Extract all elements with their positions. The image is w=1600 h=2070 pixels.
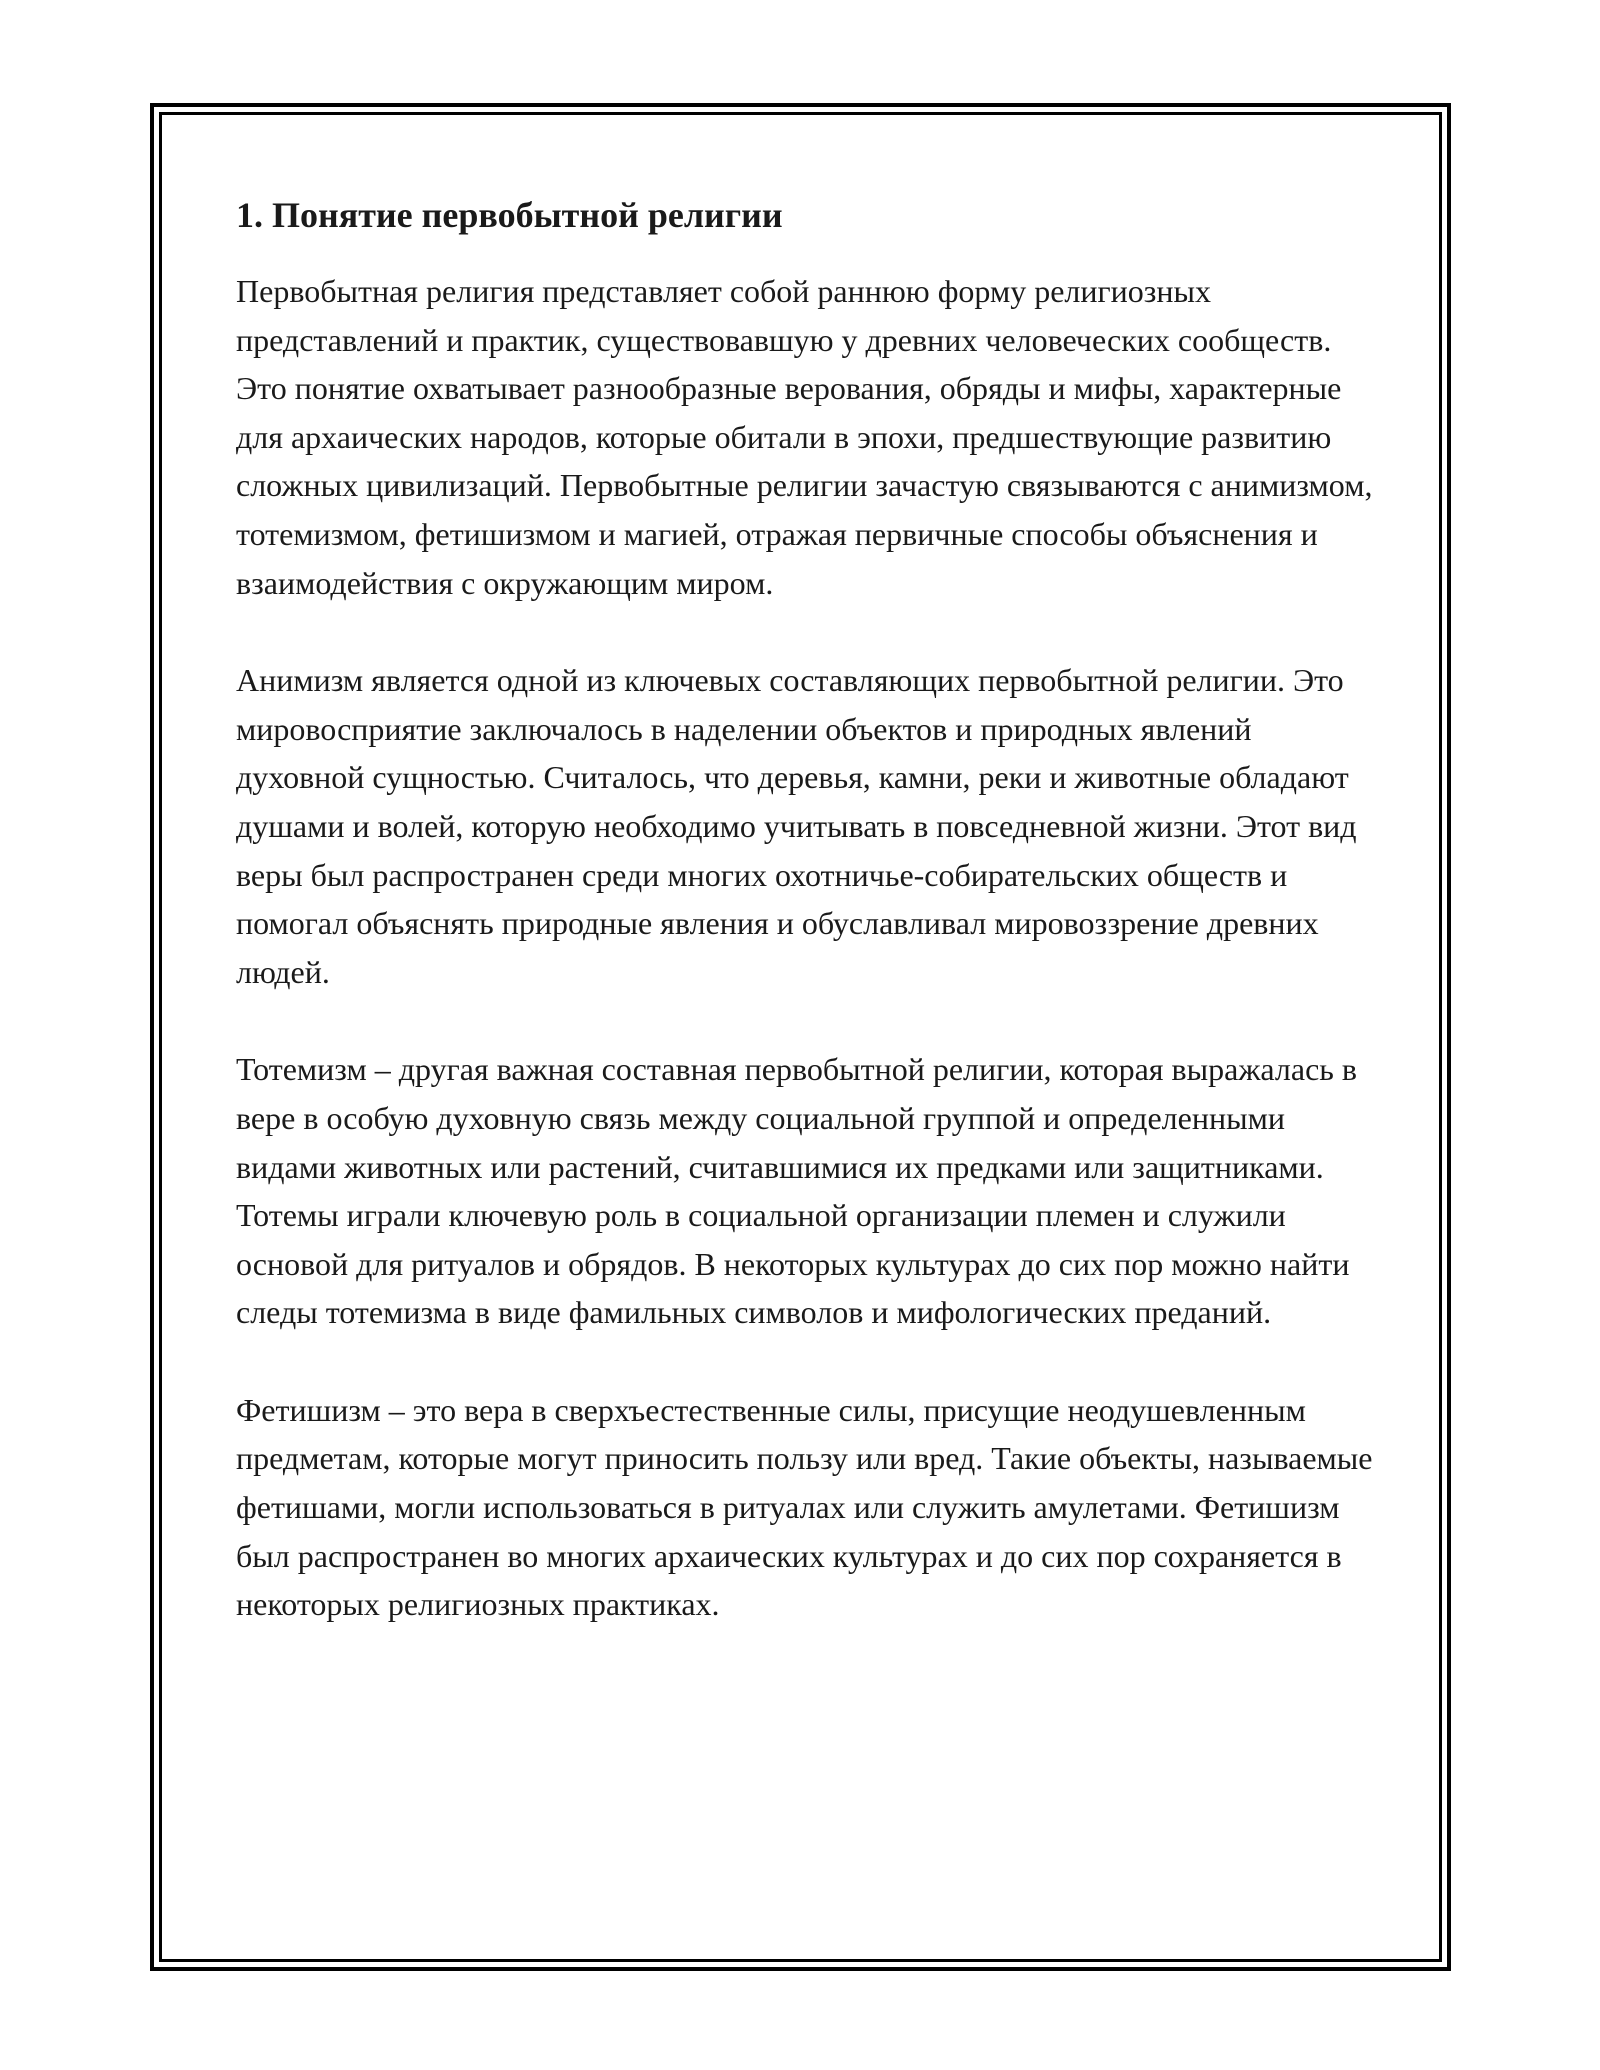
paragraph-primitive-religion: Первобытная религия представляет собой раннюю форму религиозных представлений и практик, существовавшую у древних человеческих сообществ. Это понятие охватывает разнообразные верования, обряды и мифы, характерные для архаических народов, которые обитали в эпохи, предшествующие развитию сложных цивилизаций. Первобытные религии зачастую связываются с анимизмом, тотемизмом, фетишизмом и магией, отражая первичные способы объяснения и взаимодействия с окружающим миром. — [236, 273, 1373, 601]
document-body — [236, 183, 1376, 1629]
paragraph-animism: Анимизм является одной из ключевых составляющих первобытной религии. Это мировосприятие заключалось в наделении объектов и природных явлений духовной сущностью. Считалось, что деревья, камни, реки и животные обладают душами и волей, которую необходимо учитывать в повседневной жизни. Этот вид веры был распространен среди многих охотничье-собирательских обществ и помогал объяснять природные явления и обуславливал мировоззрение древних людей. — [236, 662, 1357, 990]
paragraph-totemism: Тотемизм – другая важная составная первобытной религии, которая выражалась в вере в особую духовную связь между социальной группой и определенными видами животных или растений, считавшимися их предками или защитниками. Тотемы играли ключевую роль в социальной организации племен и служили основой для ритуалов и обрядов. В некоторых культурах до сих пор можно найти следы тотемизма в виде фамильных символов и мифологических преданий. — [236, 1051, 1357, 1331]
paragraph-fetishism: Фетишизм – это вера в сверхъестественные силы, присущие неодушевленным предметам, которые могут приносить пользу или вред. Такие объекты, называемые фетишами, могли использоваться в ритуалах или служить амулетами. Фетишизм был распространен во многих архаических культурах и до сих пор сохраняется в некоторых религиозных практиках. — [236, 1391, 1373, 1623]
section-heading: 1. Понятие первобытной религии — [236, 195, 783, 235]
